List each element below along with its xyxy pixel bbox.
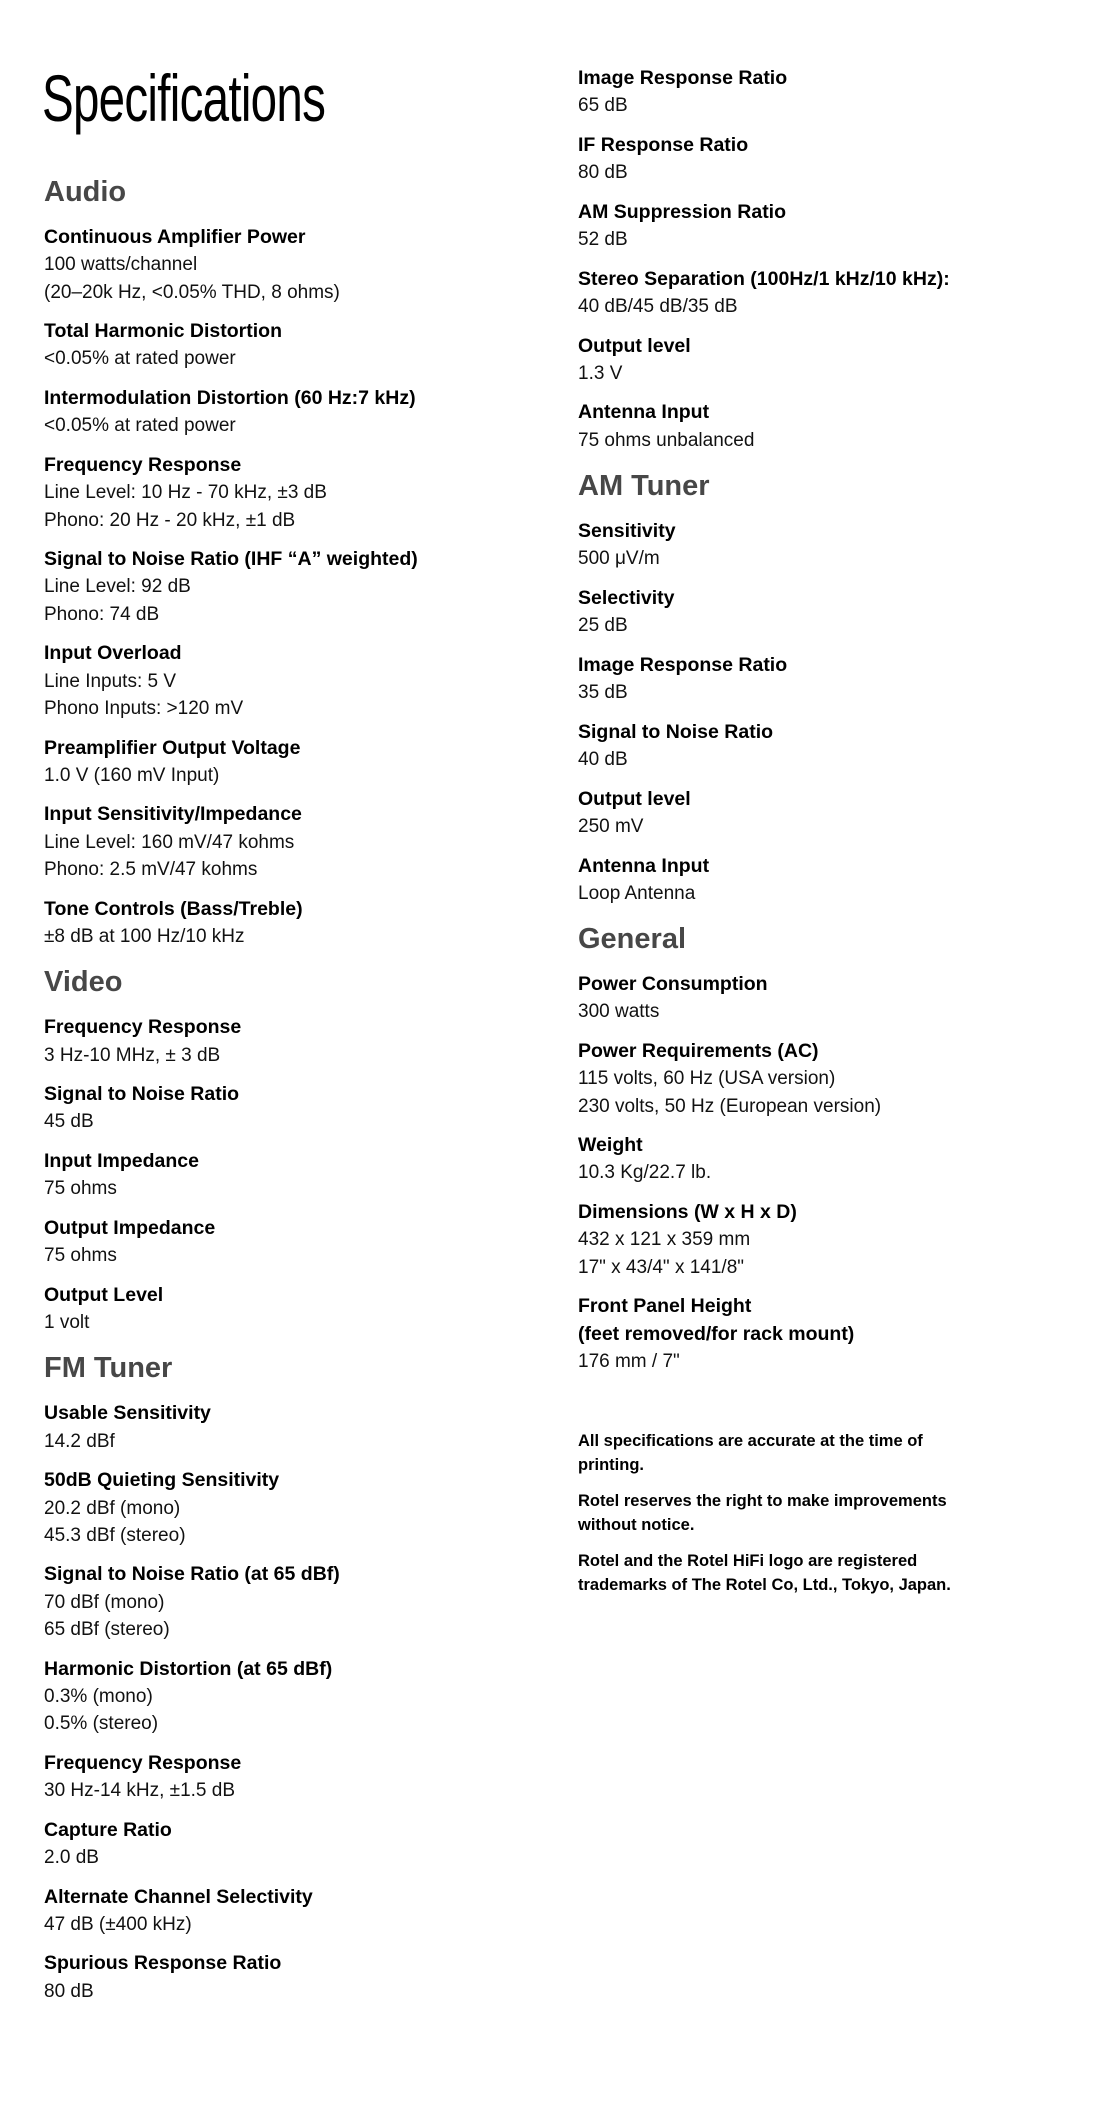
spec-label: Output level [578, 334, 691, 357]
spec-entry [578, 1132, 1078, 1187]
spec-section-fm-tuner [44, 1350, 544, 2005]
spec-value: 176 mm / 7" [578, 1350, 680, 1372]
spec-value: Loop Antenna [578, 882, 696, 904]
footnotes [578, 1429, 1078, 1597]
footnote-line: Rotel reserves the right to make improvements [578, 1492, 947, 1511]
spec-entry [44, 1817, 544, 1872]
spec-value: Line Level: 92 dB [44, 576, 191, 598]
spec-label: Frequency Response [44, 1016, 242, 1039]
spec-value: (20–20k Hz, <0.05% THD, 8 ohms) [44, 281, 340, 303]
spec-value: 80 dB [578, 162, 628, 184]
spec-entry [44, 640, 544, 722]
spec-entry [578, 719, 1078, 774]
spec-value: 47 dB (±400 kHz) [44, 1913, 192, 1935]
spec-value: Line Level: 160 mV/47 kohms [44, 831, 295, 853]
spec-entry [578, 1199, 1078, 1281]
spec-label: Power Consumption [578, 973, 768, 996]
spec-label: Input Overload [44, 642, 182, 665]
spec-entry [44, 735, 544, 790]
spec-entry [44, 1750, 544, 1805]
spec-entry [578, 132, 1078, 187]
spec-label: Total Harmonic Distortion [44, 320, 282, 343]
spec-value: Line Inputs: 5 V [44, 670, 177, 692]
spec-label: Usable Sensitivity [44, 1402, 211, 1425]
spec-value: 65 dB [578, 95, 628, 117]
spec-label: Signal to Noise Ratio (IHF “A” weighted) [44, 548, 418, 571]
footnote [578, 1489, 1078, 1537]
spec-entry [44, 1282, 544, 1337]
spec-label: Stereo Separation (100Hz/1 kHz/10 kHz): [578, 267, 950, 290]
spec-entry [44, 1884, 544, 1939]
spec-value: 80 dB [44, 1980, 94, 2002]
spec-value: 75 ohms unbalanced [578, 429, 755, 451]
spec-label: Signal to Noise Ratio (at 65 dBf) [44, 1563, 340, 1586]
spec-label: Weight [578, 1134, 643, 1157]
spec-value: ±8 dB at 100 Hz/10 kHz [44, 925, 245, 947]
footnote [578, 1429, 1078, 1477]
spec-label: Output Impedance [44, 1216, 216, 1239]
spec-label: Front Panel Height [578, 1295, 752, 1318]
spec-value: 75 ohms [44, 1245, 117, 1267]
section-heading: AM Tuner [578, 470, 710, 503]
spec-value: 1 volt [44, 1312, 90, 1334]
spec-entry [44, 1561, 544, 1643]
spec-value: Line Level: 10 Hz - 70 kHz, ±3 dB [44, 482, 327, 504]
spec-entry [44, 452, 544, 534]
spec-entry [44, 546, 544, 628]
spec-value: 40 dB/45 dB/35 dB [578, 295, 738, 317]
spec-label: Image Response Ratio [578, 67, 788, 89]
spec-section-general [578, 921, 1078, 1375]
spec-label: Selectivity [578, 586, 675, 609]
footnote-line: All specifications are accurate at the time of [578, 1432, 923, 1451]
footnote-line: Rotel and the Rotel HiFi logo are registered [578, 1552, 918, 1571]
spec-value: 52 dB [578, 229, 628, 251]
spec-entry [44, 1215, 544, 1270]
spec-value: 70 dBf (mono) [44, 1591, 165, 1613]
spec-entry [44, 1400, 544, 1455]
spec-entry [578, 585, 1078, 640]
spec-section-video [44, 964, 544, 1336]
spec-entry [44, 318, 544, 373]
spec-label: Antenna Input [578, 854, 710, 877]
spec-value: 500 μV/m [578, 548, 660, 570]
spec-entry [578, 652, 1078, 707]
spec-label: Signal to Noise Ratio [578, 720, 774, 743]
spec-section-continued [578, 65, 1078, 454]
spec-label: Signal to Noise Ratio [44, 1083, 240, 1106]
spec-value: 1.3 V [578, 362, 623, 384]
spec-value: 75 ohms [44, 1178, 117, 1200]
spec-entry [578, 333, 1078, 388]
spec-label: Antenna Input [578, 401, 710, 424]
spec-entry [44, 1081, 544, 1136]
spec-value: 2.0 dB [44, 1847, 99, 1868]
spec-label: Spurious Response Ratio [44, 1952, 282, 1975]
spec-entry [578, 1038, 1078, 1120]
spec-value: 300 watts [578, 1001, 660, 1023]
spec-label: Power Requirements (AC) [578, 1039, 819, 1062]
spec-value: 25 dB [578, 615, 628, 637]
spec-label: Input Impedance [44, 1149, 199, 1172]
spec-label: Capture Ratio [44, 1818, 172, 1841]
spec-label: Frequency Response [44, 1751, 242, 1774]
spec-label: Dimensions (W x H x D) [578, 1201, 797, 1224]
spec-label: Input Sensitivity/Impedance [44, 803, 302, 826]
page-title: Specifications [42, 61, 326, 135]
spec-section-am-tuner [578, 468, 1078, 907]
spec-label: Continuous Amplifier Power [44, 226, 306, 248]
spec-value: Phono Inputs: >120 mV [44, 697, 244, 719]
spec-label: Alternate Channel Selectivity [44, 1885, 313, 1908]
spec-value: 65 dBf (stereo) [44, 1619, 170, 1641]
spec-value: 45 dB [44, 1111, 94, 1133]
spec-value: Phono: 20 Hz - 20 kHz, ±1 dB [44, 509, 296, 531]
spec-label: Image Response Ratio [578, 653, 788, 676]
spec-value: 45.3 dBf (stereo) [44, 1524, 186, 1546]
spec-value: 250 mV [578, 815, 644, 837]
spec-label: Harmonic Distortion (at 65 dBf) [44, 1657, 333, 1680]
section-heading: Audio [44, 176, 127, 208]
footnote [578, 1549, 1078, 1597]
spec-entry [578, 399, 1078, 454]
spec-value: 432 x 121 x 359 mm [578, 1229, 751, 1251]
spec-value: 20.2 dBf (mono) [44, 1497, 181, 1519]
spec-entry [44, 1014, 544, 1069]
spec-entry [44, 1148, 544, 1203]
spec-entry [578, 266, 1078, 321]
spec-label: 50dB Quieting Sensitivity [44, 1469, 280, 1492]
spec-value: <0.05% at rated power [44, 348, 236, 370]
spec-value: Phono: 2.5 mV/47 kohms [44, 859, 258, 881]
spec-section-audio [44, 174, 544, 950]
spec-value: 10.3 Kg/22.7 lb. [578, 1162, 712, 1184]
spec-entry [578, 786, 1078, 841]
spec-label: (feet removed/for rack mount) [578, 1322, 855, 1345]
spec-entry [44, 1950, 544, 2005]
spec-entry [578, 971, 1078, 1026]
footnote-line: trademarks of The Rotel Co, Ltd., Tokyo, Japan. [578, 1576, 951, 1595]
spec-value: 230 volts, 50 Hz (European version) [578, 1095, 882, 1117]
spec-entry [44, 1467, 544, 1549]
footnote-line: printing. [578, 1456, 644, 1475]
section-heading: General [578, 923, 686, 956]
spec-entry [578, 1293, 1078, 1375]
spec-value: Phono: 74 dB [44, 603, 160, 625]
spec-entry [578, 518, 1078, 573]
spec-entry [44, 1656, 544, 1738]
spec-entry [44, 801, 544, 883]
spec-entry [44, 896, 544, 951]
spec-entry [44, 224, 544, 306]
section-heading: Video [44, 966, 123, 999]
spec-value: 0.3% (mono) [44, 1685, 153, 1707]
spec-value: 100 watts/channel [44, 254, 198, 276]
spec-label: Tone Controls (Bass/Treble) [44, 897, 303, 920]
spec-entry [578, 199, 1078, 254]
spec-label: IF Response Ratio [578, 133, 749, 156]
spec-entry [44, 385, 544, 440]
left-column [44, 174, 544, 2017]
spec-entry [578, 853, 1078, 908]
spec-label: Frequency Response [44, 453, 242, 476]
spec-value: 0.5% (stereo) [44, 1713, 159, 1735]
right-column [578, 65, 1078, 1609]
spec-value: 30 Hz-14 kHz, ±1.5 dB [44, 1780, 236, 1802]
spec-value: 1.0 V (160 mV Input) [44, 764, 220, 786]
spec-label: Intermodulation Distortion (60 Hz:7 kHz) [44, 387, 416, 410]
spec-label: AM Suppression Ratio [578, 200, 787, 223]
spec-label: Sensitivity [578, 520, 676, 543]
spec-value: 14.2 dBf [44, 1430, 115, 1452]
spec-value: 35 dB [578, 682, 628, 704]
spec-entry [578, 65, 1078, 120]
spec-value: 115 volts, 60 Hz (USA version) [578, 1068, 836, 1090]
spec-value: <0.05% at rated power [44, 415, 236, 437]
spec-value: 17" x 43/4" x 141/8" [578, 1256, 745, 1278]
footnote-line: without notice. [578, 1516, 695, 1535]
spec-label: Preamplifier Output Voltage [44, 736, 301, 759]
spec-label: Output Level [44, 1283, 164, 1306]
spec-value: 40 dB [578, 749, 628, 771]
section-heading: FM Tuner [44, 1352, 173, 1385]
spec-label: Output level [578, 787, 691, 810]
spec-value: 3 Hz-10 MHz, ± 3 dB [44, 1044, 221, 1066]
